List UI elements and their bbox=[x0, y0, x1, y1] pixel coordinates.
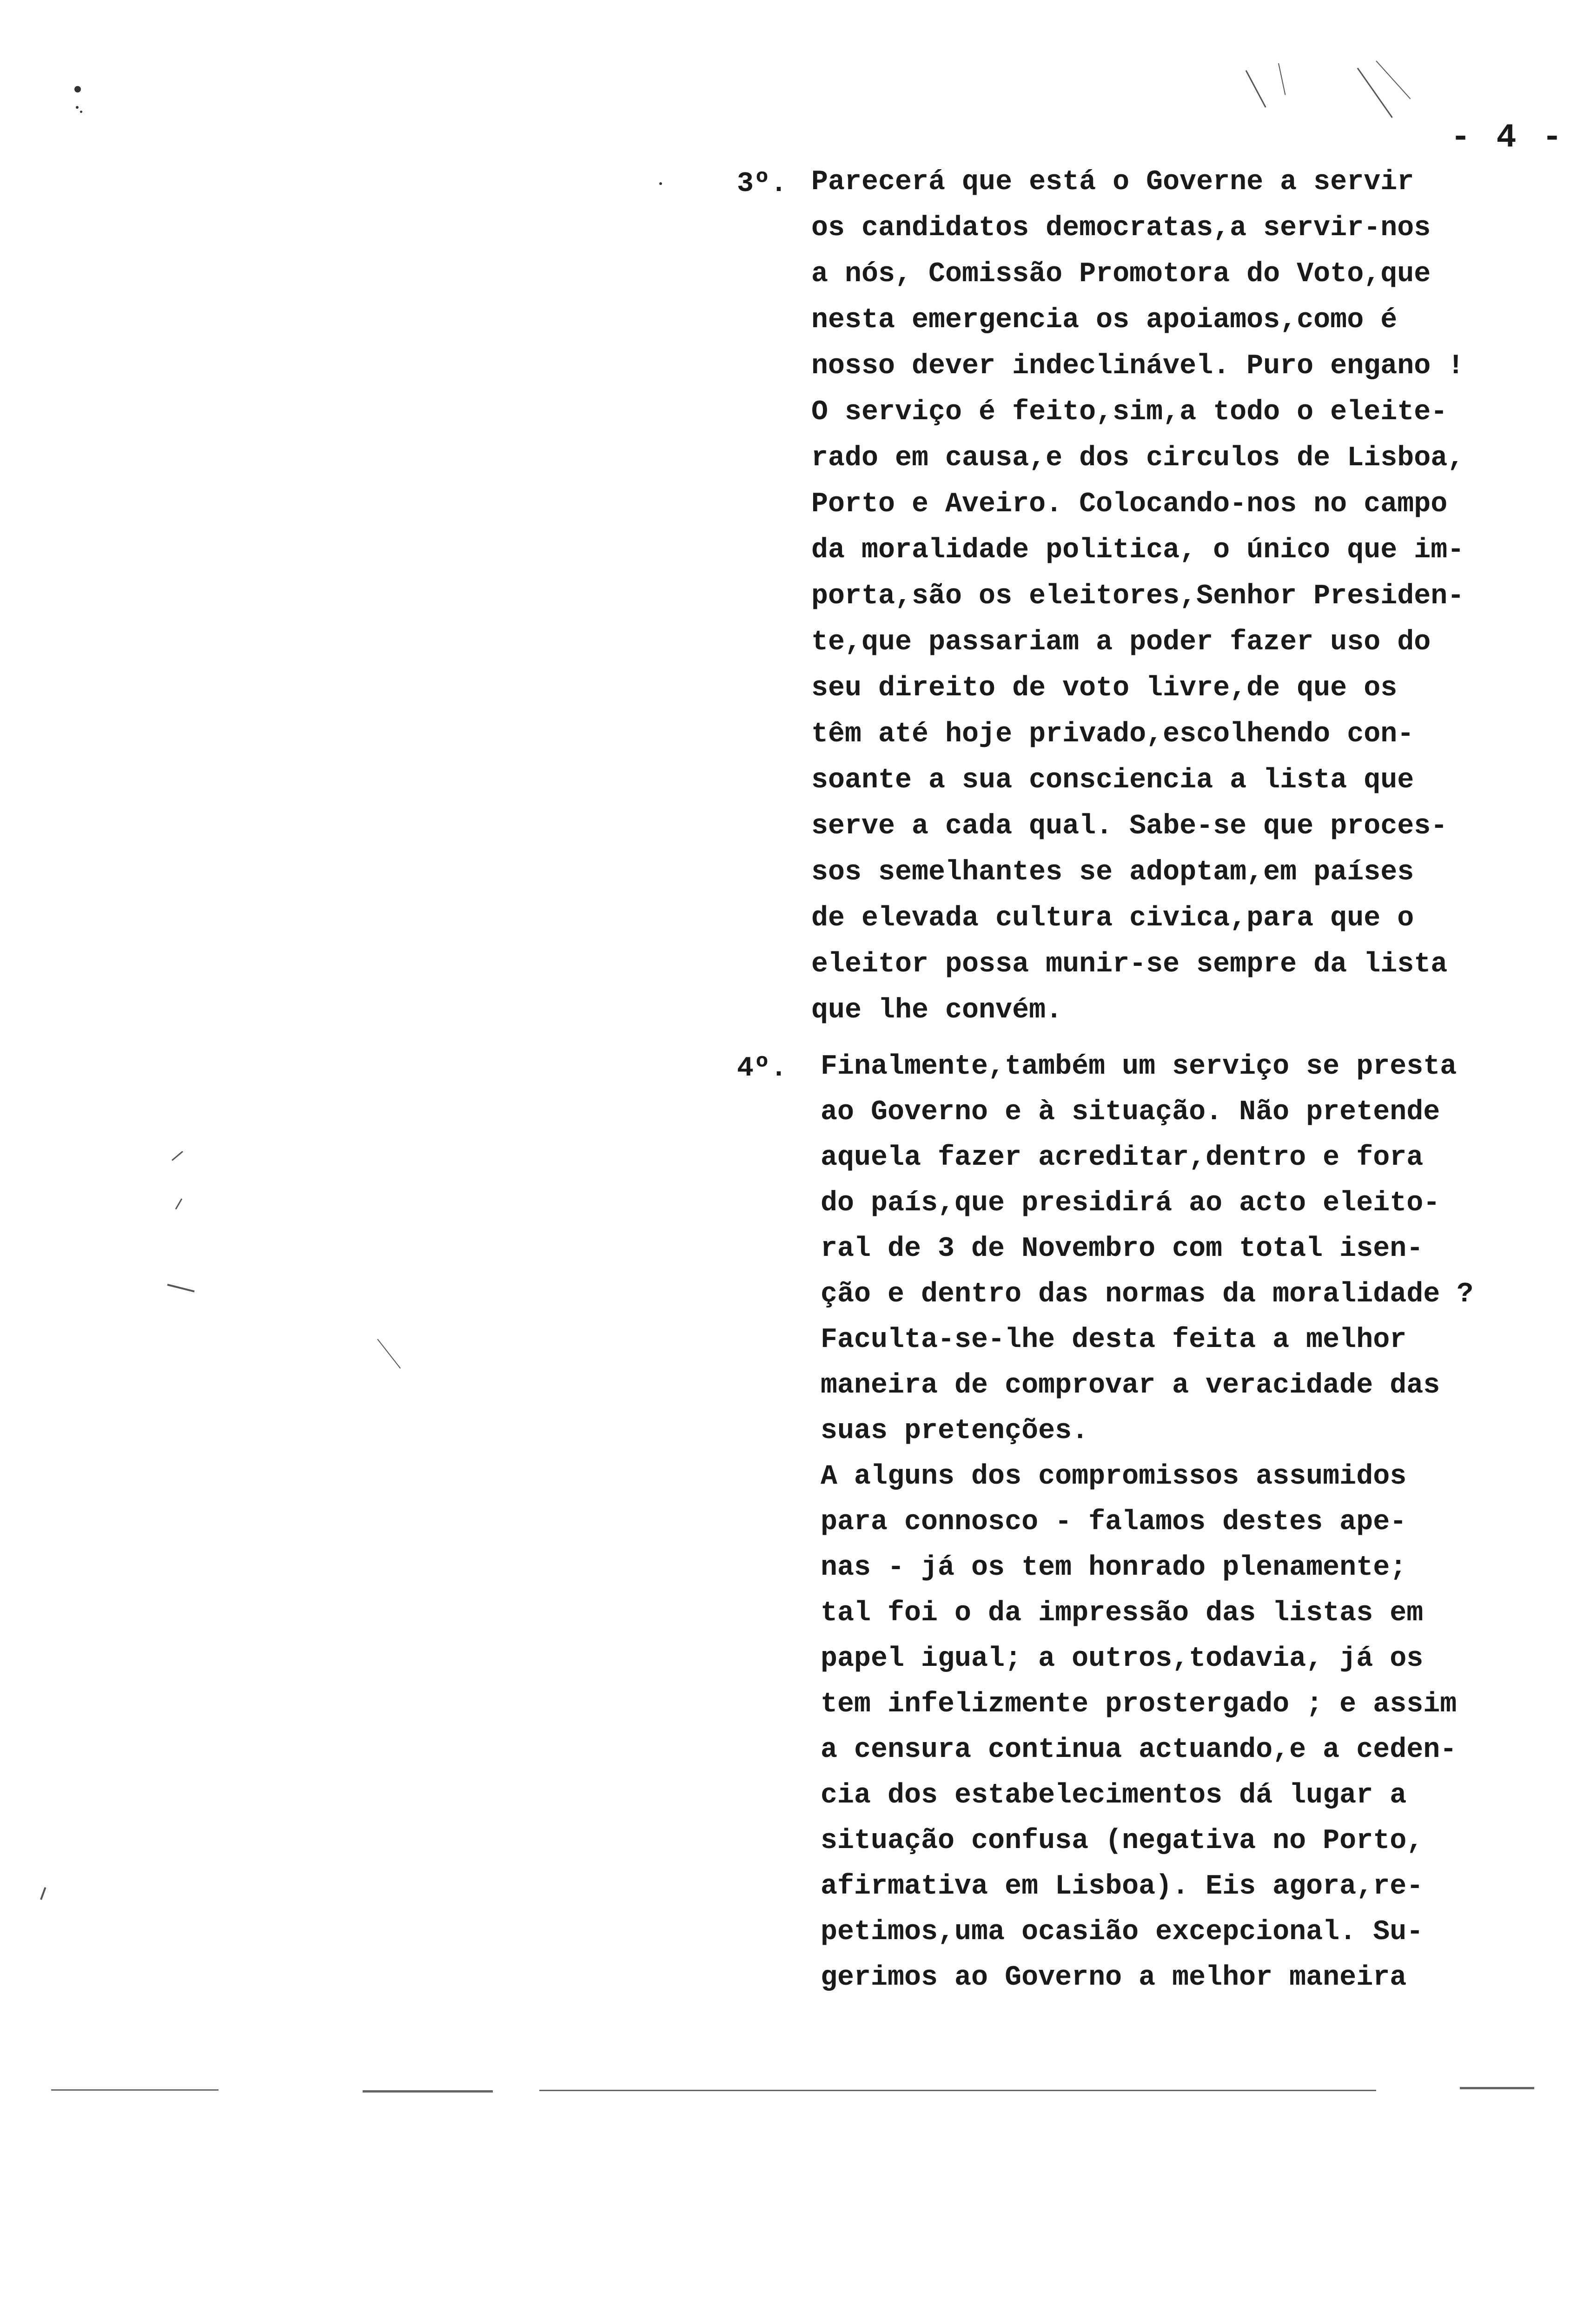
text-line: soante a sua consciencia a lista que bbox=[811, 765, 1414, 796]
text-line: para connosco - falamos destes ape- bbox=[821, 1506, 1407, 1538]
text-line: sos semelhantes se adoptam,em países bbox=[811, 857, 1414, 888]
scan-speck bbox=[76, 106, 79, 109]
text-line: nosso dever indeclinável. Puro engano ! bbox=[811, 350, 1464, 382]
text-line: O serviço é feito,sim,a todo o eleite- bbox=[811, 396, 1448, 428]
text-line: serve a cada qual. Sabe-se que proces- bbox=[811, 811, 1448, 842]
text-line: A alguns dos compromissos assumidos bbox=[821, 1461, 1407, 1492]
scan-mark bbox=[175, 1198, 183, 1209]
text-line: Faculta-se-lhe desta feita a melhor bbox=[821, 1324, 1407, 1356]
text-line: maneira de comprovar a veracidade das bbox=[821, 1370, 1440, 1401]
scan-mark bbox=[1246, 70, 1266, 108]
fold-line bbox=[363, 2090, 493, 2093]
text-line: tem infelizmente prostergado ; e assim bbox=[821, 1689, 1457, 1720]
text-line: suas pretenções. bbox=[821, 1415, 1089, 1447]
paragraph-number: 3º. bbox=[737, 168, 788, 200]
text-line: têm até hoje privado,escolhendo con- bbox=[811, 719, 1414, 750]
text-line: ção e dentro das normas da moralidade ? bbox=[821, 1279, 1474, 1310]
text-line: petimos,uma ocasião excepcional. Su- bbox=[821, 1916, 1424, 1948]
scan-speck bbox=[74, 86, 81, 92]
scan-speck bbox=[659, 182, 662, 185]
text-line: cia dos estabelecimentos dá lugar a bbox=[821, 1780, 1407, 1811]
text-line: de elevada cultura civica,para que o bbox=[811, 903, 1414, 934]
scan-mark bbox=[40, 1887, 46, 1900]
text-line: tal foi o da impressão das listas em bbox=[821, 1598, 1424, 1629]
text-line: aquela fazer acreditar,dentro e fora bbox=[821, 1142, 1424, 1174]
text-line: situação confusa (negativa no Porto, bbox=[821, 1825, 1424, 1857]
scan-mark bbox=[1278, 63, 1286, 95]
fold-line bbox=[1460, 2087, 1534, 2089]
text-line: papel igual; a outros,todavia, já os bbox=[821, 1643, 1424, 1675]
page-number: - 4 - bbox=[1451, 119, 1565, 157]
text-line: ral de 3 de Novembro com total isen- bbox=[821, 1233, 1424, 1265]
text-line: Parecerá que está o Governe a servir bbox=[811, 166, 1414, 198]
text-line: nas - já os tem honrado plenamente; bbox=[821, 1552, 1407, 1584]
text-line: que lhe convém. bbox=[811, 995, 1063, 1026]
text-line: Porto e Aveiro. Colocando-nos no campo bbox=[811, 489, 1448, 520]
text-line: do país,que presidirá ao acto eleito- bbox=[821, 1188, 1440, 1219]
text-line: seu direito de voto livre,de que os bbox=[811, 673, 1398, 704]
text-line: nesta emergencia os apoiamos,como é bbox=[811, 304, 1398, 336]
scan-mark bbox=[172, 1151, 183, 1161]
text-line: te,que passariam a poder fazer uso do bbox=[811, 627, 1431, 658]
text-line: ao Governo e à situação. Não pretende bbox=[821, 1096, 1440, 1128]
paragraph-number: 4º. bbox=[737, 1053, 788, 1084]
scan-speck bbox=[80, 111, 82, 113]
text-line: da moralidade politica, o único que im- bbox=[811, 535, 1464, 566]
scan-mark bbox=[1376, 60, 1411, 99]
text-line: a censura continua actuando,e a ceden- bbox=[821, 1734, 1457, 1766]
text-line: Finalmente,também um serviço se presta bbox=[821, 1051, 1457, 1083]
text-line: gerimos ao Governo a melhor maneira bbox=[821, 1962, 1407, 1994]
scan-mark bbox=[377, 1339, 401, 1368]
text-line: eleitor possa munir-se sempre da lista bbox=[811, 949, 1448, 980]
text-line: porta,são os eleitores,Senhor Presiden- bbox=[811, 581, 1464, 612]
text-line: rado em causa,e dos circulos de Lisboa, bbox=[811, 442, 1464, 474]
text-line: afirmativa em Lisboa). Eis agora,re- bbox=[821, 1871, 1424, 1902]
text-line: a nós, Comissão Promotora do Voto,que bbox=[811, 258, 1431, 290]
scan-mark bbox=[167, 1284, 195, 1292]
fold-line bbox=[539, 2090, 1376, 2091]
scan-mark bbox=[1357, 68, 1393, 118]
fold-line bbox=[51, 2089, 219, 2091]
text-line: os candidatos democratas,a servir-nos bbox=[811, 212, 1431, 244]
